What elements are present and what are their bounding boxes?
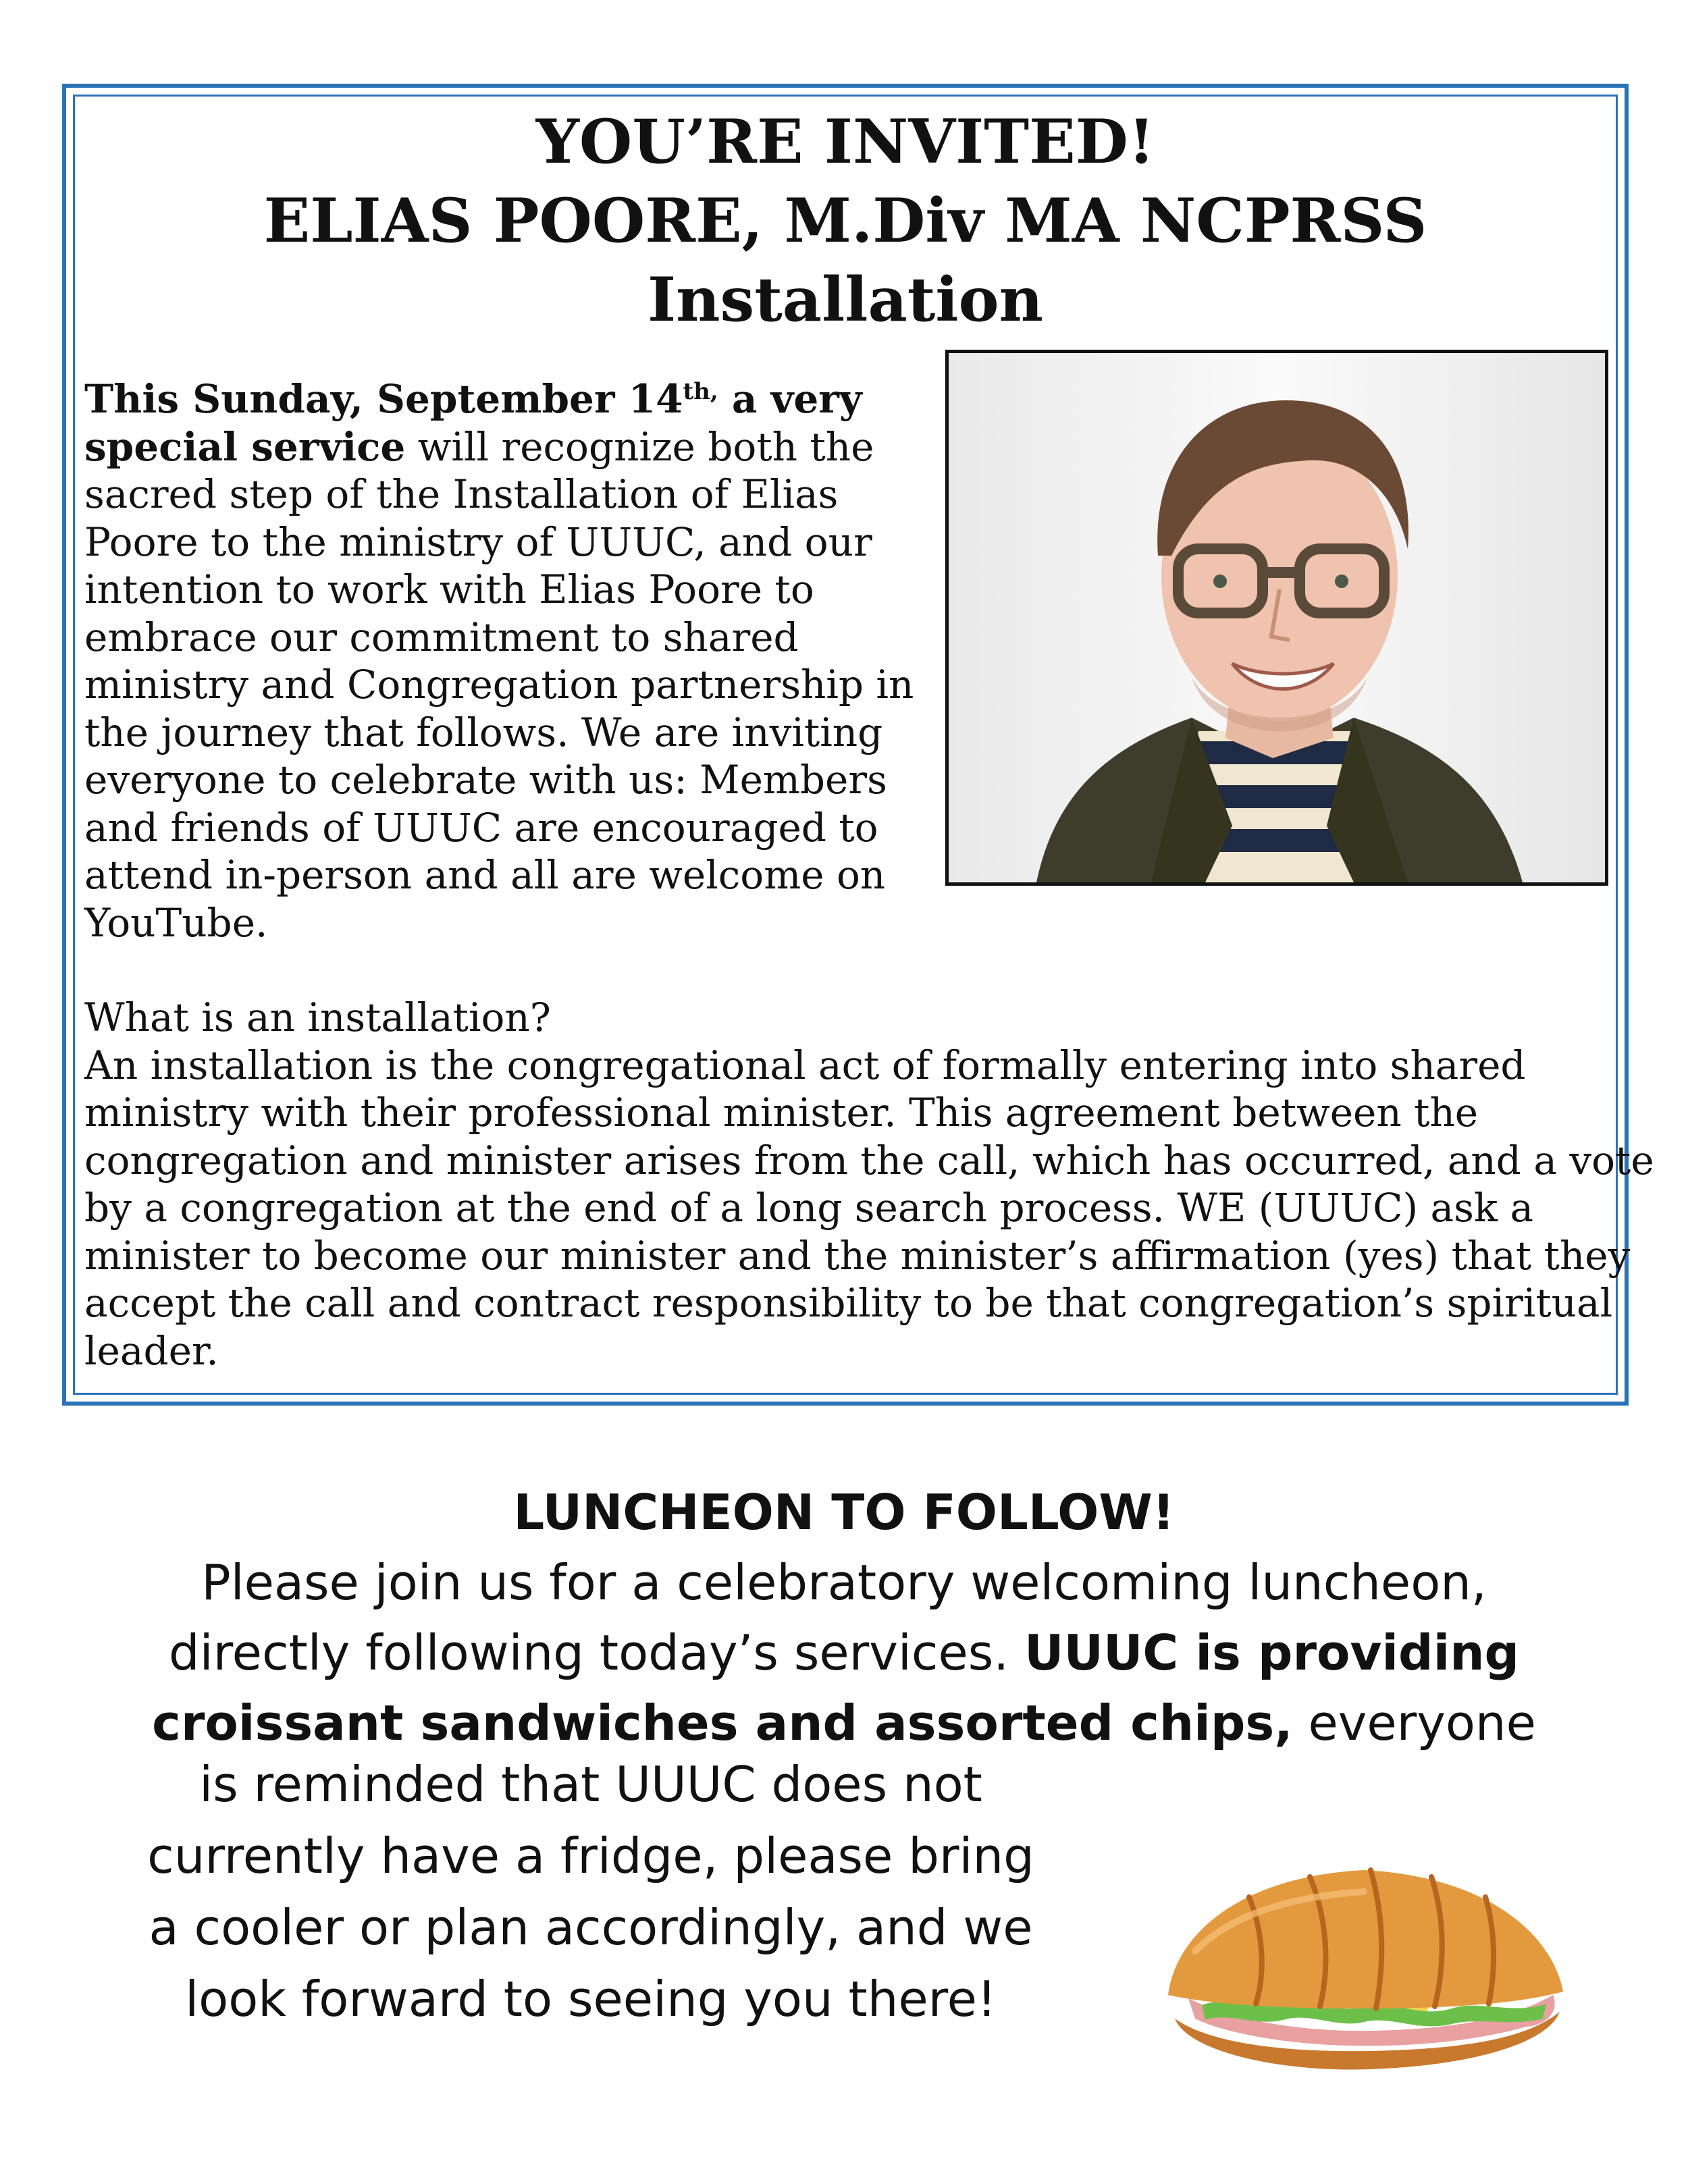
explanation-line: leader.	[84, 1327, 219, 1374]
croissant-sandwich-icon	[1148, 1850, 1580, 2079]
intro-line: embrace our commitment to shared	[84, 614, 799, 660]
intro-line: everyone to celebrate with us: Members	[84, 757, 887, 803]
explanation-line: ministry with their professional minister. This agreement between the	[84, 1090, 1479, 1136]
intro-line: intention to work with Elias Poore to	[84, 566, 814, 612]
headline-installation: Installation	[647, 264, 1043, 336]
portrait-photo	[945, 350, 1608, 886]
explanation-line: minister to become our minister and the minister’s affirmation (yes) that they	[84, 1232, 1631, 1279]
luncheon-body	[0, 1547, 1688, 1758]
reminder-line: look forward to seeing you there!	[185, 1971, 997, 2027]
luncheon-line3-bold: croissant sandwiches and assorted chips,	[152, 1695, 1293, 1751]
headline-name: ELIAS POORE, M.Div MA NCPRSS	[263, 185, 1427, 257]
explanation-line: by a congregation at the end of a long search process. WE (UUUC) ask a	[84, 1185, 1534, 1231]
luncheon-line2-plain: directly following today’s services.	[168, 1624, 1025, 1681]
luncheon-reminder	[61, 1749, 1121, 2035]
explanation-line: congregation and minister arises from the call, which has occurred, and a vote	[84, 1137, 1654, 1183]
reminder-line: is reminded that UUUC does not	[199, 1756, 982, 1813]
luncheon-line	[0, 1688, 1688, 1758]
luncheon-line: Please join us for a celebratory welcoming luncheon,	[201, 1554, 1487, 1611]
headline-invited: YOU’RE INVITED!	[535, 106, 1155, 178]
intro-date-suffix: th,	[683, 378, 718, 405]
intro-lead-rest: a very	[718, 376, 862, 422]
intro-line: attend in-person and all are welcome on	[84, 852, 886, 898]
intro-date: This Sunday, September 14	[84, 376, 683, 422]
intro-line: Poore to the ministry of UUUC, and our	[84, 518, 872, 565]
luncheon-section	[0, 1477, 1688, 1758]
intro-paragraph	[84, 375, 922, 947]
intro-line: sacred step of the Installation of Elias	[84, 471, 839, 517]
intro-line: the journey that follows. We are inviting	[84, 709, 883, 755]
luncheon-line3-plain: everyone	[1292, 1695, 1536, 1751]
headline	[66, 103, 1625, 340]
intro-line: YouTube.	[84, 899, 268, 946]
portrait-illustration	[949, 353, 1605, 882]
intro-special-service: special service	[84, 423, 406, 470]
intro-line	[84, 423, 922, 471]
intro-line: ministry and Congregation partnership in	[84, 662, 914, 708]
installation-explanation	[84, 994, 1654, 1375]
explanation-line: An installation is the congregational act of formally entering into shared	[84, 1042, 1526, 1088]
luncheon-line	[0, 1618, 1688, 1688]
explanation-line: accept the call and contract responsibility to be that congregation’s spiritual	[84, 1280, 1613, 1326]
luncheon-title: LUNCHEON TO FOLLOW!	[513, 1484, 1175, 1541]
explanation-question: What is an installation?	[84, 994, 551, 1040]
intro-line	[84, 375, 922, 423]
intro-line: and friends of UUUC are encouraged to	[84, 804, 878, 851]
reminder-line: currently have a fridge, please bring	[147, 1828, 1034, 1884]
intro-line2-rest: will recognize both the	[405, 423, 874, 470]
reminder-line: a cooler or plan accordingly, and we	[149, 1899, 1033, 1956]
luncheon-line2-bold: UUUC is providing	[1024, 1624, 1520, 1681]
